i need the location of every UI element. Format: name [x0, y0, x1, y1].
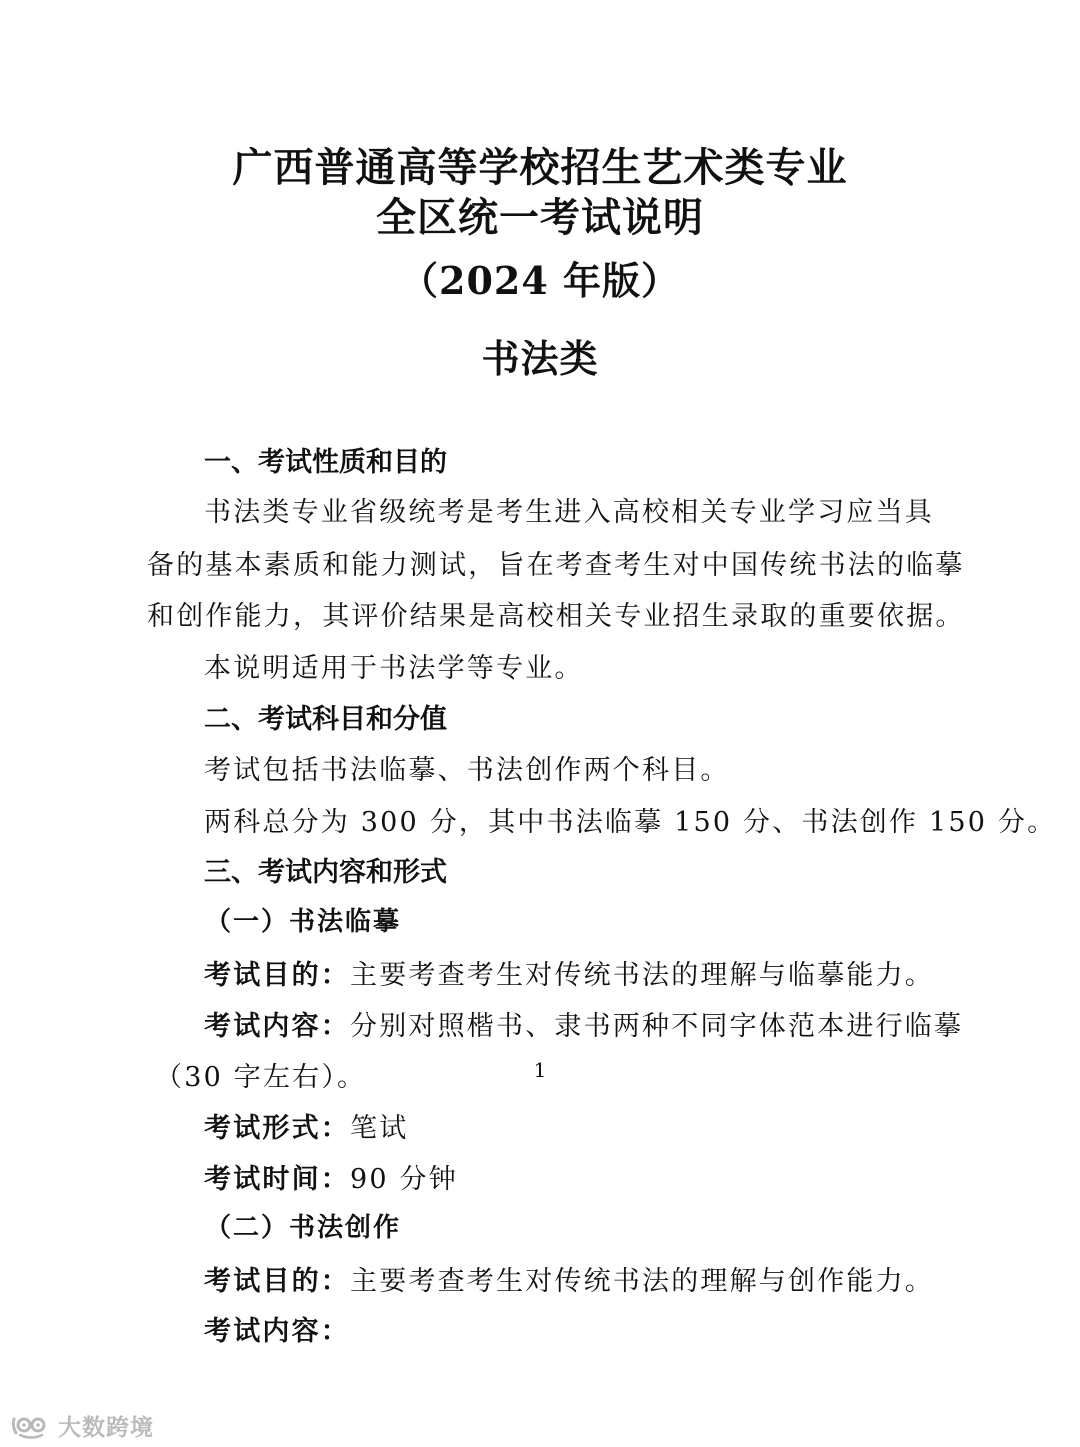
document-category: 书法类 [481, 336, 599, 381]
section-1-scope: 本说明适用于书法学等专业。 [204, 653, 584, 684]
subsection-1-form [204, 1106, 408, 1145]
document-title-line-2: 全区统一考试说明 [376, 194, 704, 241]
document-edition: （2024 年版） [400, 258, 680, 303]
purpose-label: 考试目的： [204, 1266, 350, 1297]
subsection-1-content-line-2: （30 字左右）。 [155, 1062, 367, 1093]
content-text: 分别对照楷书、隶书两种不同字体范本进行临摹 [350, 1011, 964, 1042]
purpose-text: 主要考查考生对传统书法的理解与创作能力。 [350, 1266, 934, 1297]
section-1-heading: 一、考试性质和目的 [204, 447, 447, 478]
section-3-heading: 三、考试内容和形式 [204, 857, 447, 888]
subsection-2-content [204, 1309, 350, 1348]
section-2-heading: 二、考试科目和分值 [204, 704, 447, 735]
subsection-1-time [204, 1157, 458, 1196]
document-title-line-1: 广西普通高等学校招生艺术类专业 [232, 144, 848, 191]
subsection-1-heading: （一）书法临摹 [205, 907, 402, 937]
watermark [10, 1409, 154, 1442]
watermark-text: 大数跨境 [58, 1415, 154, 1441]
section-1-paragraph-line-1: 书法类专业省级统考是考生进入高校相关专业学习应当具 [204, 497, 934, 528]
subsection-1-content [204, 1004, 963, 1043]
watermark-logo-icon [10, 1411, 54, 1441]
time-text: 90 分钟 [350, 1164, 458, 1195]
form-text: 笔试 [350, 1113, 409, 1144]
time-label: 考试时间： [204, 1164, 350, 1195]
section-2-subjects: 考试包括书法临摹、书法创作两个科目。 [204, 755, 730, 786]
section-1-paragraph-line-3: 和创作能力，其评价结果是高校相关专业招生录取的重要依据。 [147, 601, 965, 632]
content-label: 考试内容： [204, 1316, 350, 1347]
section-1-paragraph-line-2: 备的基本素质和能力测试，旨在考查考生对中国传统书法的临摹 [147, 550, 965, 581]
page-number: 1 [533, 1058, 547, 1082]
content-label: 考试内容： [204, 1011, 350, 1042]
purpose-label: 考试目的： [204, 960, 350, 991]
subsection-1-purpose [204, 953, 934, 992]
form-label: 考试形式： [204, 1113, 350, 1144]
subsection-2-heading: （二）书法创作 [205, 1213, 402, 1243]
subsection-2-purpose [204, 1259, 934, 1298]
purpose-text: 主要考查考生对传统书法的理解与临摹能力。 [350, 960, 934, 991]
section-2-scores: 两科总分为 300 分，其中书法临摹 150 分、书法创作 150 分。 [204, 807, 1057, 838]
